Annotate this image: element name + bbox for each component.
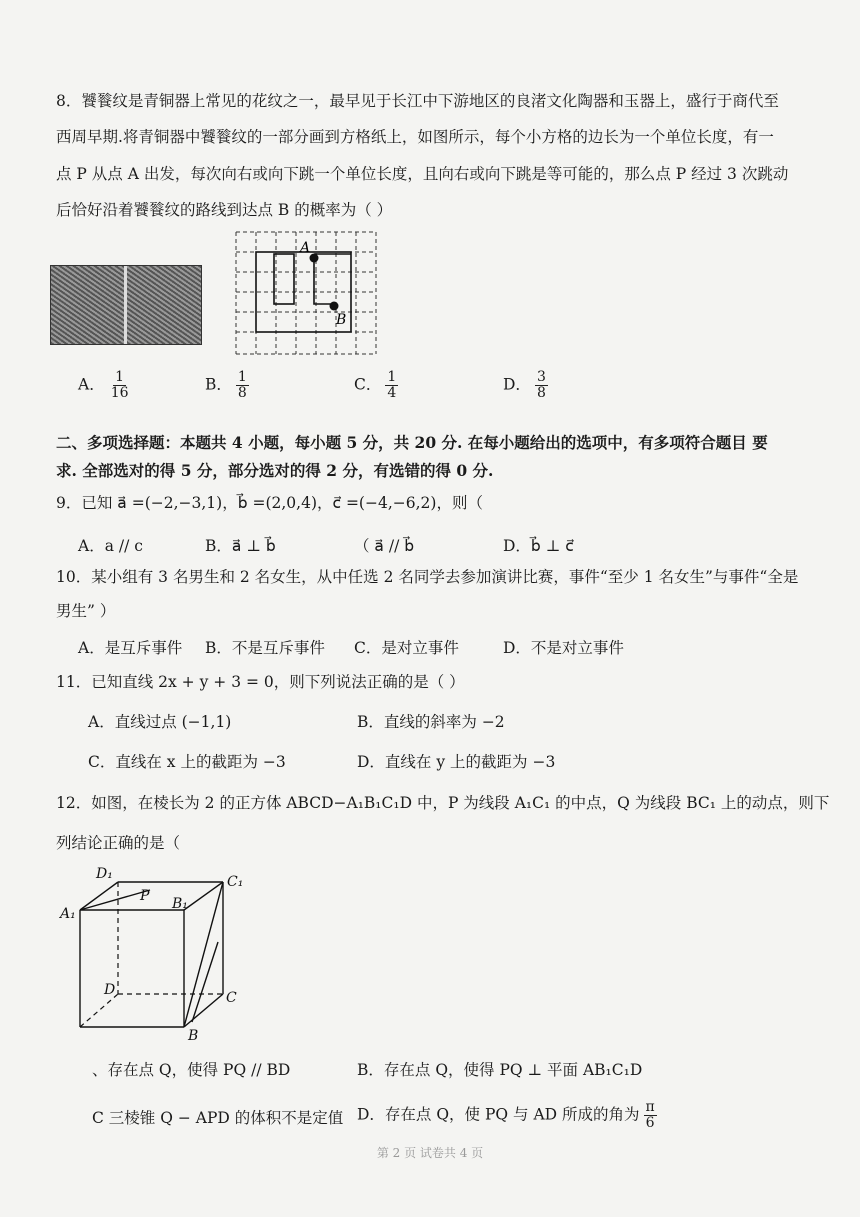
q8-text-line-4: 后恰好沿着饕餮纹的路线到达点 B 的概率为（ ） xyxy=(56,201,393,219)
vertex-a1-label: A₁ xyxy=(60,906,76,922)
q8-text-line-2: 西周早期.将青铜器中饕餮纹的一部分画到方格纸上，如图所示，每个小方格的边长为一个单位长度，有一 xyxy=(56,128,774,146)
vertex-d-label: D xyxy=(104,982,116,998)
vertex-d1-label: D₁ xyxy=(96,866,113,882)
denominator: 4 xyxy=(387,385,397,401)
q8-text-line-1: 8．饕餮纹是青铜器上常见的花纹之一，最早见于长江中下游地区的良渚文化陶器和玉器上，盛行于商代至 xyxy=(56,92,779,110)
denominator: 6 xyxy=(645,1115,655,1131)
option-letter: D． xyxy=(503,375,531,394)
fraction xyxy=(109,370,131,401)
option-letter: A． xyxy=(78,375,105,394)
numerator: 1 xyxy=(115,369,125,385)
point-b-label: B xyxy=(336,312,347,328)
numerator: 3 xyxy=(536,369,546,385)
point-a-dot xyxy=(310,254,319,263)
q8-option-a[interactable] xyxy=(78,370,131,401)
q8-grid-figure xyxy=(236,232,376,356)
q10-option-c[interactable]: C．是对立事件 xyxy=(354,639,459,657)
q8-text-line-3: 点 P 从点 A 出发，每次向右或向下跳一个单位长度，且向右或向下跳是等可能的，那么点 P 经过 3 次跳动 xyxy=(56,165,789,183)
q8-option-c[interactable] xyxy=(354,370,398,401)
denominator: 8 xyxy=(536,385,546,401)
q8-option-d[interactable] xyxy=(503,370,548,401)
numerator: 1 xyxy=(237,369,247,385)
section-2-heading-line-1: 二、多项选择题：本题共 4 小题，每小题 5 分，共 20 分. 在每小题给出的选项中，有多项符合题目 要 xyxy=(56,433,768,452)
q12-text-line-2: 列结论正确的是（ xyxy=(56,834,181,852)
numerator: 1 xyxy=(387,369,397,385)
q12-option-b[interactable]: B．存在点 Q，使得 PQ ⊥ 平面 AB₁C₁D xyxy=(357,1061,643,1079)
option-letter: B． xyxy=(205,375,232,394)
fraction xyxy=(385,370,398,401)
q10-text-line-2: 男生” ） xyxy=(56,602,116,620)
point-p-label: P xyxy=(140,888,150,904)
fraction xyxy=(644,1100,657,1131)
q9-option-c[interactable]: （ a⃗ // b⃗ xyxy=(354,537,415,555)
q9-option-a[interactable]: A．a // c xyxy=(78,537,143,555)
q11-option-b[interactable]: B．直线的斜率为 −2 xyxy=(357,713,505,731)
taotie-pattern-image xyxy=(50,265,202,345)
q12-text-line-1: 12．如图，在棱长为 2 的正方体 ABCD−A₁B₁C₁D 中，P 为线段 A₁C₁ 的中点，Q 为线段 BC₁ 上的动点，则下 xyxy=(56,794,830,812)
page-footer: 第 2 页 试卷共 4 页 xyxy=(376,1146,484,1160)
q10-option-d[interactable]: D．不是对立事件 xyxy=(503,639,624,657)
q10-text-line-1: 10．某小组有 3 名男生和 2 名女生，从中任选 2 名同学去参加演讲比赛，事件“至少 1 名女生”与事件“全是 xyxy=(56,568,799,586)
q9-stem: 9．已知 a⃗ =(−2,−3,1)，b⃗ =(2,0,4)，c⃗ =(−4,−6,2)，则（ xyxy=(56,494,483,512)
option-text: D．存在点 Q，使 PQ 与 AD 所成的角为 xyxy=(357,1105,640,1124)
fraction xyxy=(535,370,548,401)
q12-option-d[interactable] xyxy=(357,1100,657,1131)
denominator: 16 xyxy=(110,385,129,401)
q11-stem: 11．已知直线 2x + y + 3 = 0，则下列说法正确的是（ ） xyxy=(56,673,465,691)
q11-option-a[interactable]: A．直线过点 (−1,1) xyxy=(88,713,232,731)
q10-option-a[interactable]: A．是互斥事件 xyxy=(78,639,183,657)
point-a-label: A xyxy=(300,240,311,256)
cube-figure xyxy=(60,862,260,1042)
q11-option-d[interactable]: D．直线在 y 上的截距为 −3 xyxy=(357,753,556,771)
option-letter: C． xyxy=(354,375,382,394)
vertex-c1-label: C₁ xyxy=(227,874,244,890)
vertex-b-label: B xyxy=(188,1028,199,1044)
numerator: π xyxy=(645,1099,655,1115)
q10-option-b[interactable]: B．不是互斥事件 xyxy=(205,639,325,657)
vertex-b1-label: B₁ xyxy=(172,896,188,912)
point-b-dot xyxy=(330,302,339,311)
denominator: 8 xyxy=(237,385,247,401)
q8-option-b[interactable] xyxy=(205,370,249,401)
q11-option-c[interactable]: C．直线在 x 上的截距为 −3 xyxy=(88,753,286,771)
q9-option-d[interactable]: D．b⃗ ⊥ c⃗ xyxy=(503,537,574,555)
q12-option-a[interactable]: 、存在点 Q，使得 PQ // BD xyxy=(92,1061,291,1079)
q12-option-c[interactable]: C 三棱锥 Q − APD 的体积不是定值 xyxy=(92,1109,344,1127)
q9-option-b[interactable]: B．a⃗ ⊥ b⃗ xyxy=(205,537,276,555)
section-2-heading-line-2: 求. 全部选对的得 5 分，部分选对的得 2 分，有选错的得 0 分. xyxy=(56,461,494,480)
vertex-c-label: C xyxy=(226,990,237,1006)
fraction xyxy=(236,370,249,401)
